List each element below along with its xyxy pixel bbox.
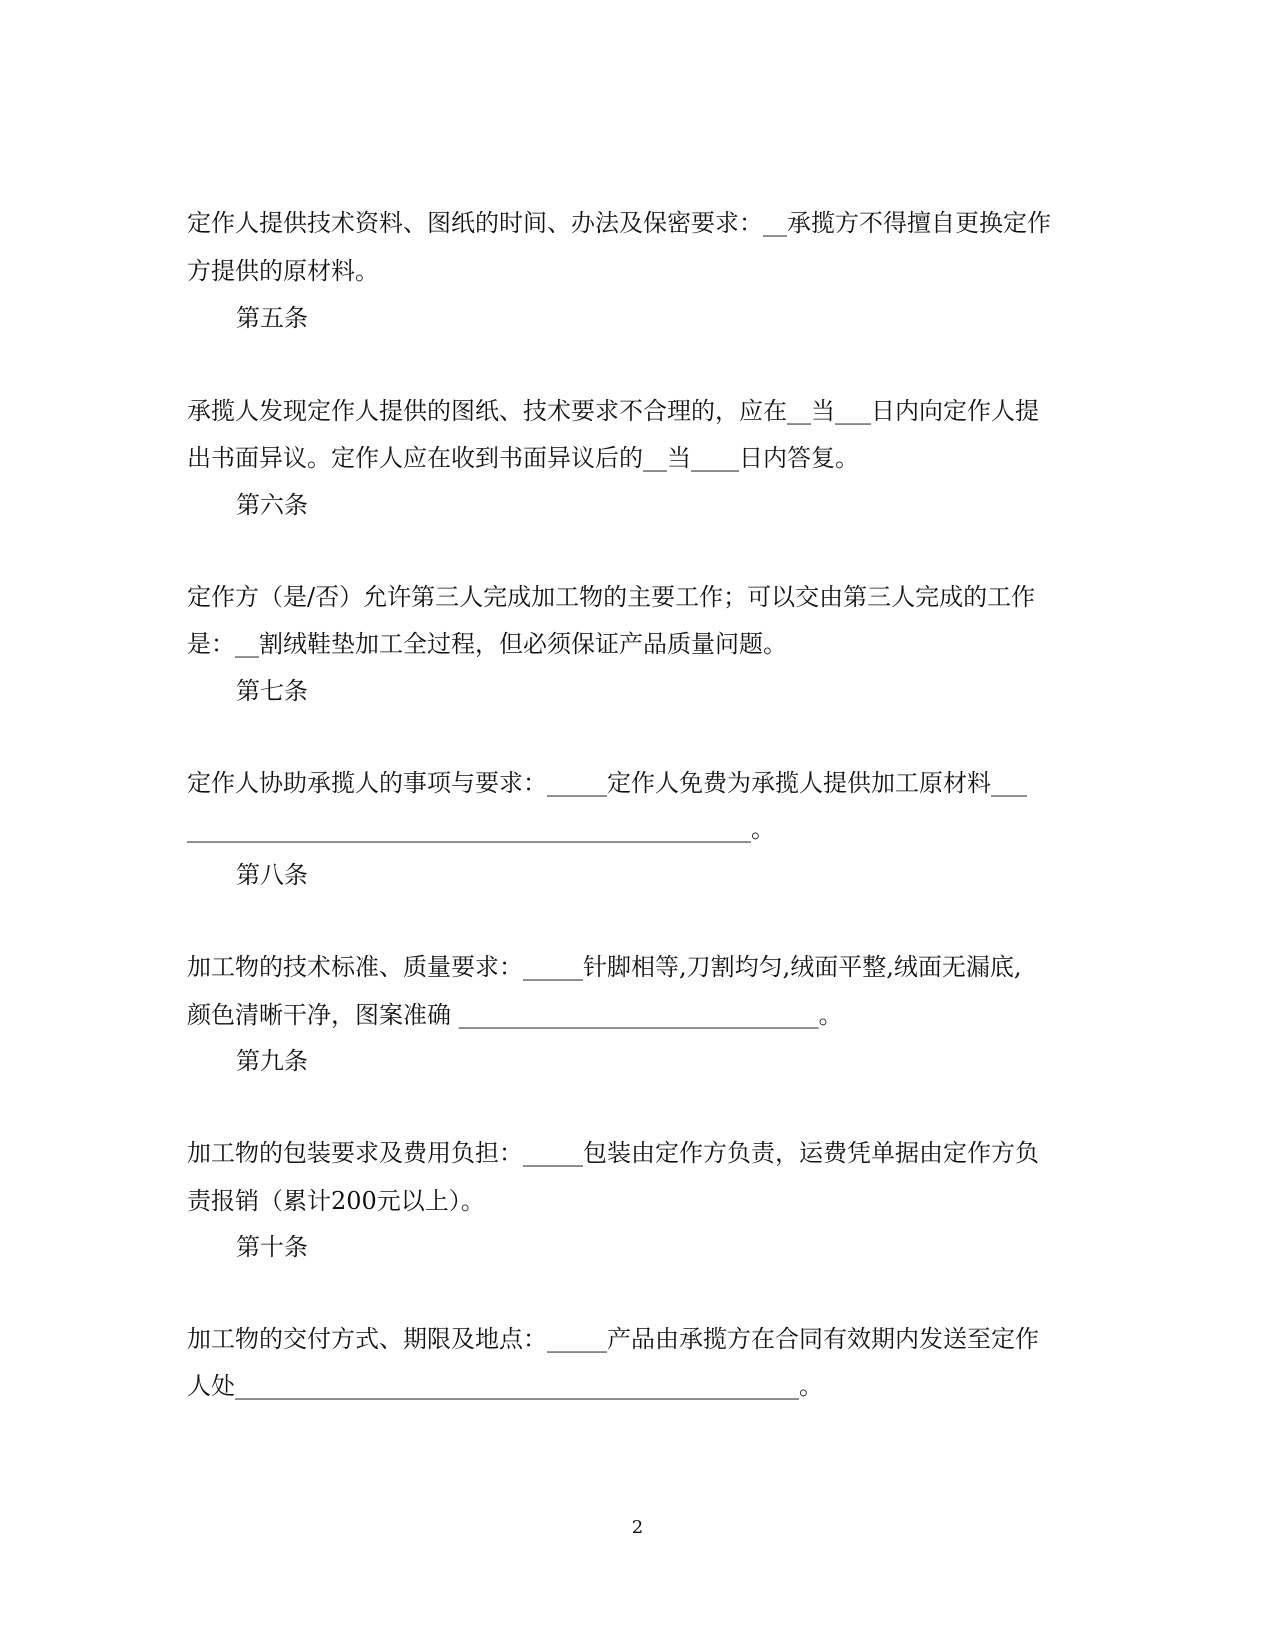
- section-heading: 第八条: [236, 861, 308, 889]
- paragraph-line: 出书面异议。定作人应在收到书面异议后的__当____日内答复。: [187, 444, 859, 472]
- section-heading: 第七条: [236, 677, 308, 705]
- paragraph-line: 定作方（是/否）允许第三人完成加工物的主要工作；可以交由第三人完成的工作: [187, 583, 1036, 611]
- paragraph-line: 人处_______________________________________________。: [187, 1372, 823, 1400]
- section-heading: 第五条: [236, 304, 308, 332]
- paragraph-line: 加工物的交付方式、期限及地点：_____产品由承揽方在合同有效期内发送至定作: [187, 1325, 1039, 1353]
- section-heading: 第十条: [236, 1233, 308, 1261]
- section-heading: 第九条: [236, 1047, 308, 1075]
- paragraph-line: 责报销（累计200元以上）。: [187, 1187, 485, 1215]
- paragraph-line: 定作人提供技术资料、图纸的时间、办法及保密要求：__承揽方不得擅自更换定作: [187, 209, 1051, 237]
- paragraph-line: 是：__割绒鞋垫加工全过程，但必须保证产品质量问题。: [187, 630, 787, 658]
- paragraph-line: 承揽人发现定作人提供的图纸、技术要求不合理的，应在__当___日内向定作人提: [187, 397, 1039, 425]
- paragraph-line: _______________________________________________。: [187, 815, 775, 843]
- paragraph-line: 加工物的技术标准、质量要求：_____针脚相等,刀割均匀,绒面平整,绒面无漏底,: [187, 953, 1022, 981]
- paragraph-line: 方提供的原材料。: [187, 257, 379, 285]
- paragraph-line: 定作人协助承揽人的事项与要求：_____定作人免费为承揽人提供加工原材料___: [187, 769, 1027, 797]
- paragraph-line: 颜色清晰干净，图案准确 ______________________________。: [187, 1001, 843, 1029]
- paragraph-line: 加工物的包装要求及费用负担：_____包装由定作方负责，运费凭单据由定作方负: [187, 1139, 1039, 1167]
- section-heading: 第六条: [236, 491, 308, 519]
- page-number: 2: [631, 1517, 644, 1538]
